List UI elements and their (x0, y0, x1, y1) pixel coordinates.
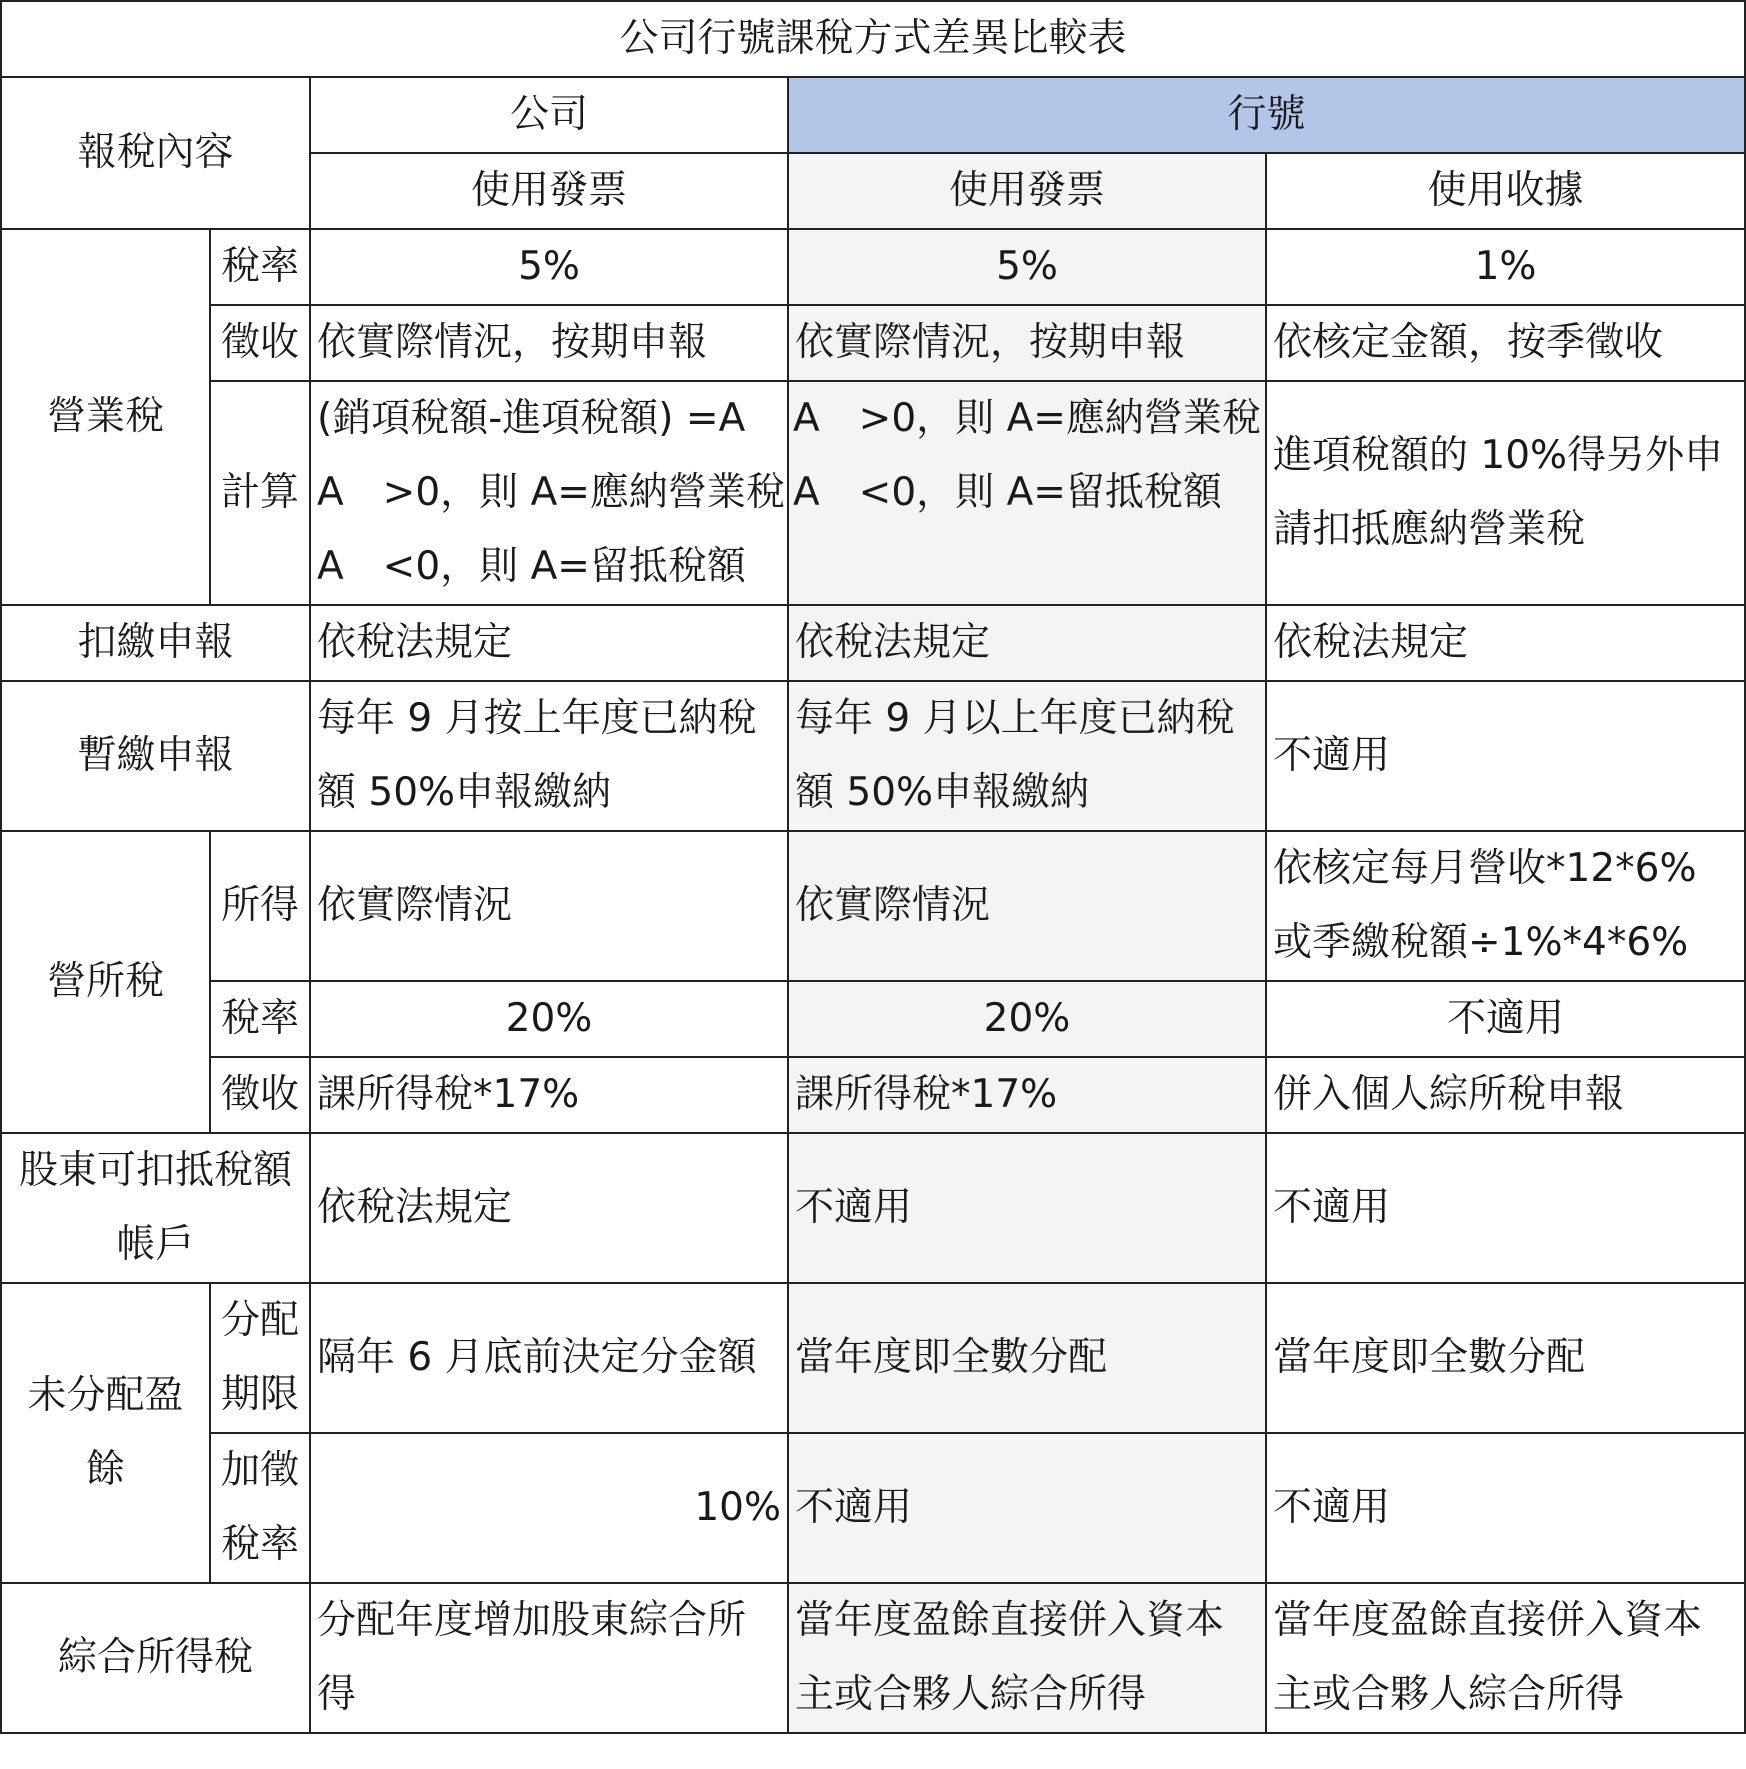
income-tax-income-receipt (1266, 831, 1745, 981)
income-tax-rate-company: 20% (310, 981, 788, 1057)
text-line: 帳戶 (116, 1222, 195, 1267)
text-line: 每年 9 月以上年度已納稅 (795, 696, 1235, 741)
text-line: 得 (317, 1672, 357, 1717)
shareholder-row (1, 1133, 1745, 1283)
income-tax-collect-invoice: 課所得稅*17% (788, 1057, 1266, 1133)
text-line: 稅率 (220, 1522, 299, 1567)
text-line: 額 50%申報繳納 (795, 770, 1090, 815)
business-tax-calc-receipt (1266, 381, 1745, 605)
business-tax-collect-company: 依實際情況，按期申報 (310, 305, 788, 381)
income-tax-collect-company: 課所得稅*17% (310, 1057, 788, 1133)
undistributed-deadline-receipt: 當年度即全數分配 (1266, 1283, 1745, 1433)
income-tax-rate-invoice: 20% (788, 981, 1266, 1057)
consolidated-row (1, 1583, 1745, 1733)
shareholder-label (1, 1133, 310, 1283)
text-line: 每年 9 月按上年度已納稅 (317, 696, 757, 741)
consolidated-label: 綜合所得稅 (1, 1583, 310, 1733)
consolidated-receipt (1266, 1583, 1745, 1733)
title-row (1, 1, 1745, 77)
text-line: A <0，則 A=留抵稅額 (317, 544, 746, 589)
undistributed-deadline-row (1, 1283, 1745, 1433)
text-line: (銷項稅額-進項稅額) =A (317, 396, 746, 441)
consolidated-company (310, 1583, 788, 1733)
business-tax-rate-receipt: 1% (1266, 229, 1745, 305)
text-line: 分配年度增加股東綜合所 (317, 1598, 747, 1643)
business-tax-calc-company (310, 381, 788, 605)
undistributed-surtax-label (210, 1433, 310, 1583)
text-line: 股東可扣抵稅額 (18, 1148, 292, 1193)
business-tax-rate-label: 稅率 (210, 229, 310, 305)
text-line: 當年度盈餘直接併入資本 (1273, 1598, 1703, 1643)
business-tax-calc-label: 計算 (210, 381, 310, 605)
shareholder-invoice: 不適用 (788, 1133, 1266, 1283)
income-tax-income-company: 依實際情況 (310, 831, 788, 981)
business-tax-rate-invoice: 5% (788, 229, 1266, 305)
business-tax-calc-row (1, 381, 1745, 605)
provisional-invoice (788, 681, 1266, 831)
text-line: 加徵 (220, 1448, 299, 1493)
business-tax-calc-invoice (788, 381, 1266, 605)
withholding-company: 依稅法規定 (310, 605, 788, 681)
business-tax-collect-row (1, 305, 1745, 381)
header-business-invoice: 使用發票 (788, 153, 1266, 229)
income-tax-rate-label: 稅率 (210, 981, 310, 1057)
business-tax-collect-invoice: 依實際情況，按期申報 (788, 305, 1266, 381)
header-business: 行號 (788, 77, 1745, 153)
text-line: A >0，則 A=應納營業稅 (793, 396, 1261, 441)
text-line: 額 50%申報繳納 (317, 770, 612, 815)
income-tax-income-invoice: 依實際情況 (788, 831, 1266, 981)
undistributed-surtax-company: 10% (310, 1433, 788, 1583)
shareholder-company: 依稅法規定 (310, 1133, 788, 1283)
business-tax-collect-receipt: 依核定金額，按季徵收 (1266, 305, 1745, 381)
provisional-receipt: 不適用 (1266, 681, 1745, 831)
header-row-1 (1, 77, 1745, 153)
header-item-label: 報稅內容 (1, 77, 310, 229)
business-tax-rate-company: 5% (310, 229, 788, 305)
undistributed-surtax-row (1, 1433, 1745, 1583)
income-tax-rate-receipt: 不適用 (1266, 981, 1745, 1057)
undistributed-deadline-label (210, 1283, 310, 1433)
business-tax-rate-row (1, 229, 1745, 305)
text-line: 當年度盈餘直接併入資本 (795, 1598, 1225, 1643)
undistributed-label (1, 1283, 210, 1583)
income-tax-rate-row (1, 981, 1745, 1057)
business-tax-label: 營業稅 (1, 229, 210, 605)
withholding-invoice: 依稅法規定 (788, 605, 1266, 681)
text-line: A >0，則 A=應納營業稅 (317, 470, 785, 515)
header-company: 公司 (310, 77, 788, 153)
undistributed-surtax-invoice: 不適用 (788, 1433, 1266, 1583)
income-tax-collect-row (1, 1057, 1745, 1133)
income-tax-income-row (1, 831, 1745, 981)
text-line: A <0，則 A=留抵稅額 (793, 470, 1222, 515)
text-line: 主或合夥人綜合所得 (1273, 1672, 1625, 1717)
consolidated-invoice (788, 1583, 1266, 1733)
undistributed-deadline-company: 隔年 6 月底前決定分金額 (310, 1283, 788, 1433)
table-title: 公司行號課稅方式差異比較表 (1, 1, 1745, 77)
withholding-row (1, 605, 1745, 681)
provisional-company (310, 681, 788, 831)
text-line: 主或合夥人綜合所得 (795, 1672, 1147, 1717)
text-line: 餘 (85, 1447, 125, 1492)
header-business-receipt: 使用收據 (1266, 153, 1745, 229)
income-tax-label: 營所稅 (1, 831, 210, 1133)
undistributed-surtax-receipt: 不適用 (1266, 1433, 1745, 1583)
income-tax-collect-label: 徵收 (210, 1057, 310, 1133)
shareholder-receipt: 不適用 (1266, 1133, 1745, 1283)
withholding-label: 扣繳申報 (1, 605, 310, 681)
provisional-label: 暫繳申報 (1, 681, 310, 831)
text-line: 或季繳稅額÷1%*4*6% (1273, 920, 1689, 965)
text-line: 進項稅額的 10%得另外申 (1273, 433, 1724, 478)
withholding-receipt: 依稅法規定 (1266, 605, 1745, 681)
undistributed-deadline-invoice: 當年度即全數分配 (788, 1283, 1266, 1433)
text-line: 未分配盈 (27, 1373, 184, 1418)
text-line: 分配 (220, 1298, 299, 1343)
text-line: 請扣抵應納營業稅 (1273, 507, 1586, 552)
business-tax-collect-label: 徵收 (210, 305, 310, 381)
provisional-row (1, 681, 1745, 831)
income-tax-income-label: 所得 (210, 831, 310, 981)
text-line: 期限 (220, 1372, 299, 1417)
header-company-invoice: 使用發票 (310, 153, 788, 229)
text-line: 依核定每月營收*12*6% (1273, 846, 1697, 891)
income-tax-collect-receipt: 併入個人綜所稅申報 (1266, 1057, 1745, 1133)
